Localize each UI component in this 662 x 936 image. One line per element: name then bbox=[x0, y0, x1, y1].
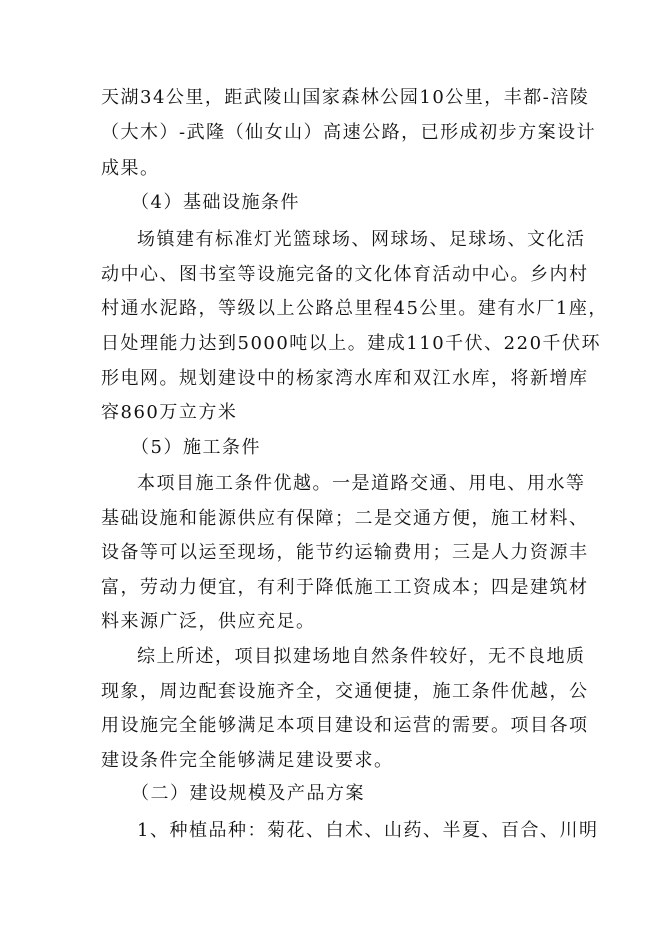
text-line: 用设施完全能够满足本项目建设和运营的需要。项目各项 bbox=[101, 715, 589, 736]
section-heading: （5）施工条件 bbox=[131, 437, 261, 458]
paragraph-first-line: 综上所述，项目拟建场地自然条件较好，无不良地质 bbox=[137, 646, 586, 667]
paragraph-first-line: 1、种植品种：菊花、白术、山药、半夏、百合、川明 bbox=[137, 820, 599, 841]
text-line: 现象，周边配套设施齐全，交通便捷，施工条件优越，公 bbox=[101, 681, 589, 702]
text-line: 天湖34公里，距武陵山国家森林公园10公里，丰都-涪陵 bbox=[101, 87, 590, 108]
section-heading: （二）建设规模及产品方案 bbox=[131, 783, 365, 804]
text-line: 村通水泥路，等级以上公路总里程45公里。建有水厂1座， bbox=[101, 298, 608, 319]
text-line: 建设条件完全能够满足建设要求。 bbox=[101, 750, 394, 771]
text-line: 基础设施和能源供应有保障；二是交通方便，施工材料、 bbox=[101, 508, 589, 529]
text-line: 形电网。规划建设中的杨家湾水库和双江水库，将新增库 bbox=[101, 368, 589, 389]
section-heading: （4）基础设施条件 bbox=[131, 192, 300, 213]
text-line: （大木）-武隆（仙女山）高速公路，已形成初步方案设计 bbox=[101, 122, 597, 143]
text-line: 富，劳动力便宜，有利于降低施工工资成本；四是建筑材 bbox=[101, 577, 589, 598]
text-line: 设备等可以运至现场，能节约运输费用；三是人力资源丰 bbox=[101, 542, 589, 563]
text-line: 料来源广泛，供应充足。 bbox=[101, 611, 316, 632]
text-line: 成果。 bbox=[101, 158, 160, 179]
text-line: 容860万立方米 bbox=[101, 402, 238, 423]
paragraph-first-line: 场镇建有标准灯光篮球场、网球场、足球场、文化活 bbox=[137, 229, 586, 250]
text-line: 动中心、图书室等设施完备的文化体育活动中心。乡内村 bbox=[101, 264, 589, 285]
paragraph-first-line: 本项目施工条件优越。一是道路交通、用电、用水等 bbox=[137, 473, 586, 494]
text-line: 日处理能力达到5000吨以上。建成110千伏、220千伏环 bbox=[101, 333, 602, 354]
